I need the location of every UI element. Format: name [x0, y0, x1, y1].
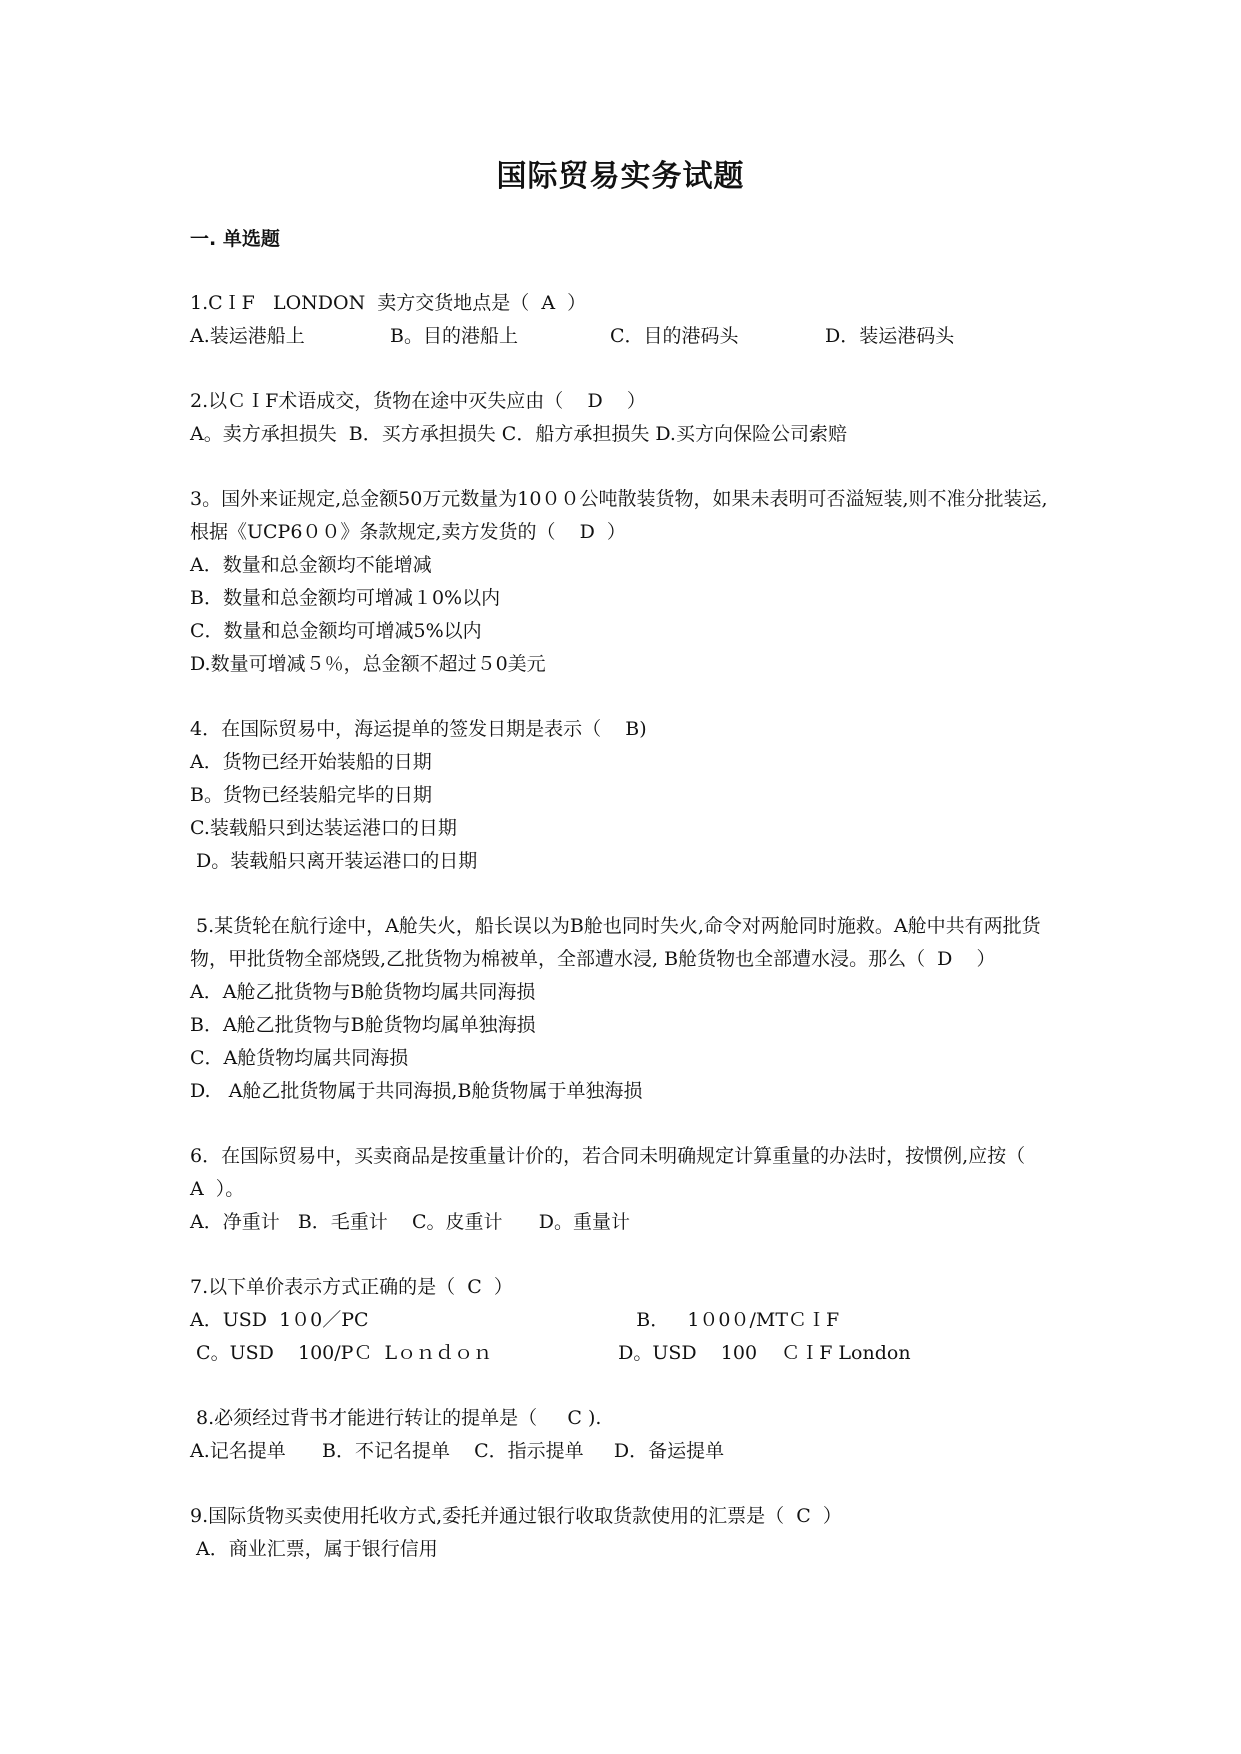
question-4 — [190, 713, 1051, 878]
option-c: C.装载船只到达装运港口的日期 — [190, 817, 457, 839]
option-c: C．数量和总金额均可增减5%以内 — [190, 620, 482, 642]
option-a: A．USD 1０0／PC — [190, 1309, 369, 1331]
options-line: A．净重计 B．毛重计 C。皮重计 D。重量计 — [190, 1211, 630, 1233]
option-c: C．A舱货物均属共同海损 — [190, 1047, 409, 1069]
question-stem: 2.以ＣＩF术语成交，货物在途中灭失应由（ D ） — [190, 390, 646, 412]
question-stem: 4．在国际贸易中，海运提单的签发日期是表示（ B) — [190, 718, 647, 740]
option-b: B． 1０0０/MTＣＩF — [600, 1309, 840, 1331]
question-stem: 5.某货轮在航行途中，A舱失火，船长误以为B舱也同时失火,命令对两舱同时施救。A舱中共有两批货物，甲批货物全部烧毁,乙批货物为棉被单，全部遭水浸, B舱货物也全部遭水浸。那么（ D ） — [190, 915, 1041, 970]
question-9 — [190, 1500, 1051, 1566]
option-a: A．数量和总金额均不能增减 — [190, 554, 432, 576]
option-d: D。USD 100 ＣＩF London — [600, 1342, 911, 1364]
question-stem: 6．在国际贸易中，买卖商品是按重量计价的，若合同未明确规定计算重量的办法时，按惯例,应按（ A ）。 — [190, 1145, 1050, 1200]
question-3 — [190, 483, 1051, 681]
section-heading: 一. 单选题 — [190, 228, 280, 250]
question-6 — [190, 1140, 1051, 1239]
question-stem: 9.国际货物买卖使用托收方式,委托并通过银行收取货款使用的汇票是（ C ） — [190, 1505, 842, 1527]
option-d: D．装运港码头 — [825, 325, 955, 347]
question-7 — [190, 1271, 1051, 1370]
option-a: A．商业汇票，属于银行信用 — [190, 1538, 438, 1560]
option-c: C．目的港码头 — [610, 325, 739, 347]
option-b: B。目的港船上 — [390, 325, 518, 347]
option-d: D. A舱乙批货物属于共同海损,B舱货物属于单独海损 — [190, 1080, 643, 1102]
option-c: C。USD 100/PＣ Lｏｎｄｏｎ — [190, 1342, 493, 1364]
question-5 — [190, 910, 1051, 1108]
option-b: B．数量和总金额均可增减１0%以内 — [190, 587, 501, 609]
question-2 — [190, 385, 1051, 451]
question-stem: 8.必须经过背书才能进行转让的提单是（ C ). — [190, 1407, 602, 1429]
option-d: D.数量可增减５％，总金额不超过５0美元 — [190, 653, 546, 675]
option-a: A．A舱乙批货物与B舱货物均属共同海损 — [190, 981, 536, 1003]
options-grid — [190, 1304, 1051, 1370]
options-row — [190, 320, 1051, 353]
options-line: A。卖方承担损失 B．买方承担损失 C．船方承担损失 D.买方向保险公司索赔 — [190, 423, 847, 445]
question-1 — [190, 287, 1051, 353]
question-stem: 1.CＩF LONDON 卖方交货地点是（ A ） — [190, 292, 587, 314]
option-b: B。货物已经装船完毕的日期 — [190, 784, 432, 806]
question-stem: 7.以下单价表示方式正确的是（ C ） — [190, 1276, 513, 1298]
option-a: A.装运港船上 — [190, 325, 305, 347]
question-8 — [190, 1402, 1051, 1468]
document-title: 国际贸易实务试题 — [496, 159, 745, 194]
question-stem: 3。国外来证规定,总金额50万元数量为10００公吨散装货物，如果未表明可否溢短装,则不准分批装运,根据《UCP6００》条款规定,卖方发货的（ D ） — [190, 488, 1048, 543]
options-line: A.记名提单 B．不记名提单 C．指示提单 D．备运提单 — [190, 1440, 725, 1462]
option-d: D。装载船只离开装运港口的日期 — [190, 850, 478, 872]
option-a: A．货物已经开始装船的日期 — [190, 751, 432, 773]
option-b: B．A舱乙批货物与B舱货物均属单独海损 — [190, 1014, 536, 1036]
